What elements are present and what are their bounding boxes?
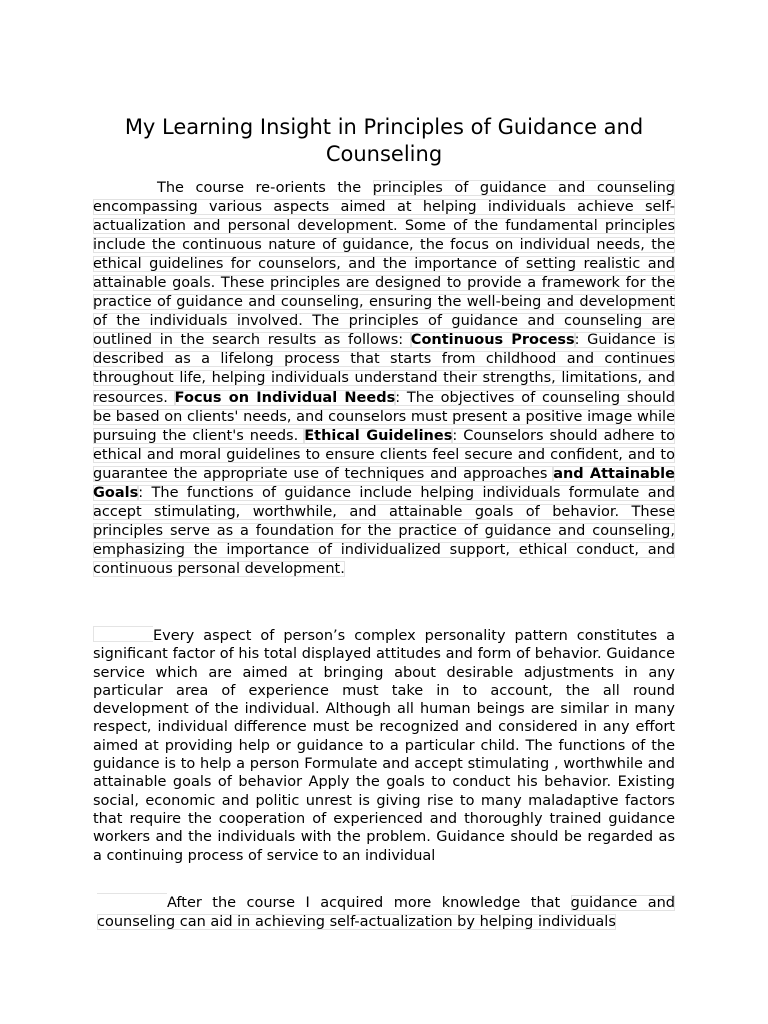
highlighted-text: guidance and counseling can aid in achieving self-actualization by helping individuals — [97, 895, 676, 930]
bold-term-continuous-process: Continuous Process — [410, 332, 575, 349]
bold-term-attainable-goals: and Attainable Goals — [93, 465, 675, 501]
highlighted-text: principles of guidance and counseling encompassing various aspects aimed at helping individuals achieve self-actualization and personal development. Some of the fundamental principles include the continuous nature of guidance, the focus on individual needs, the ethical guidelines for counselors, and the importance of setting realistic and attainable goals. These principles are designed to provide a framework for the practice of guidance and counseling, ensuring the well-being and development of the individuals involved. The principles of guidance and counseling are outlined in the search results as follows: — [93, 180, 676, 349]
bold-term-focus-on-individual-needs: Focus on Individual Needs — [174, 389, 396, 406]
paragraph-principles — [93, 179, 675, 579]
paragraph-intro: The course re-orients the — [157, 180, 373, 196]
paragraph-personality — [93, 626, 675, 865]
bold-term-ethical-guidelines: Ethical Guidelines — [304, 427, 453, 444]
highlighted-text: : Guidance is described as a lifelong process that starts from childhood and continues throughout life, helping individuals understand their strengths, limitations, and resources. — [93, 332, 675, 406]
paragraph-intro: After the course I acquired more knowledge that — [167, 895, 571, 911]
highlighted-text: : Counselors should adhere to ethical and moral guidelines to ensure clients feel secure and confident, and to guarantee the appropriate use of techniques and approaches — [93, 427, 675, 482]
first-line-indent — [97, 893, 167, 909]
first-line-indent — [93, 626, 153, 642]
highlighted-text: : The objectives of counseling should be based on clients' needs, and counselors must present a positive image while pursuing the client's needs. — [93, 389, 675, 444]
document-title: My Learning Insight in Principles of Guidance and Counseling — [124, 115, 644, 166]
paragraph-text: Every aspect of person’s complex personality pattern constitutes a significant factor of his total displayed attitudes and form of behavior. Guidance service which are aimed at bringing about desirable adjustments in any particular area of experience must take in to account, the all round development of the individual. Although all human beings are similar in many respect, individual difference must be recognized and considered in any effort aimed at providing help or guidance to a particular child. The functions of the guidance is to help a person Formulate and accept stimulating , worthwhile and attainable goals of behavior Apply the goals to conduct his behavior. Existing social, economic and politic unrest is giving rise to many maladaptive factors that require the cooperation of experienced and thoroughly trained guidance workers and the individuals with the problem. Guidance should be regarded as a continuing process of service to an individual — [93, 628, 675, 864]
highlighted-text: : The functions of guidance include helping individuals formulate and accept stimulating, worthwhile, and attainable goals of behavior. These principles serve as a foundation for the practice of guidance and counseling, emphasizing the importance of individualized support, ethical conduct, and continuous personal development. — [93, 484, 675, 577]
paragraph-after-course — [97, 893, 675, 932]
